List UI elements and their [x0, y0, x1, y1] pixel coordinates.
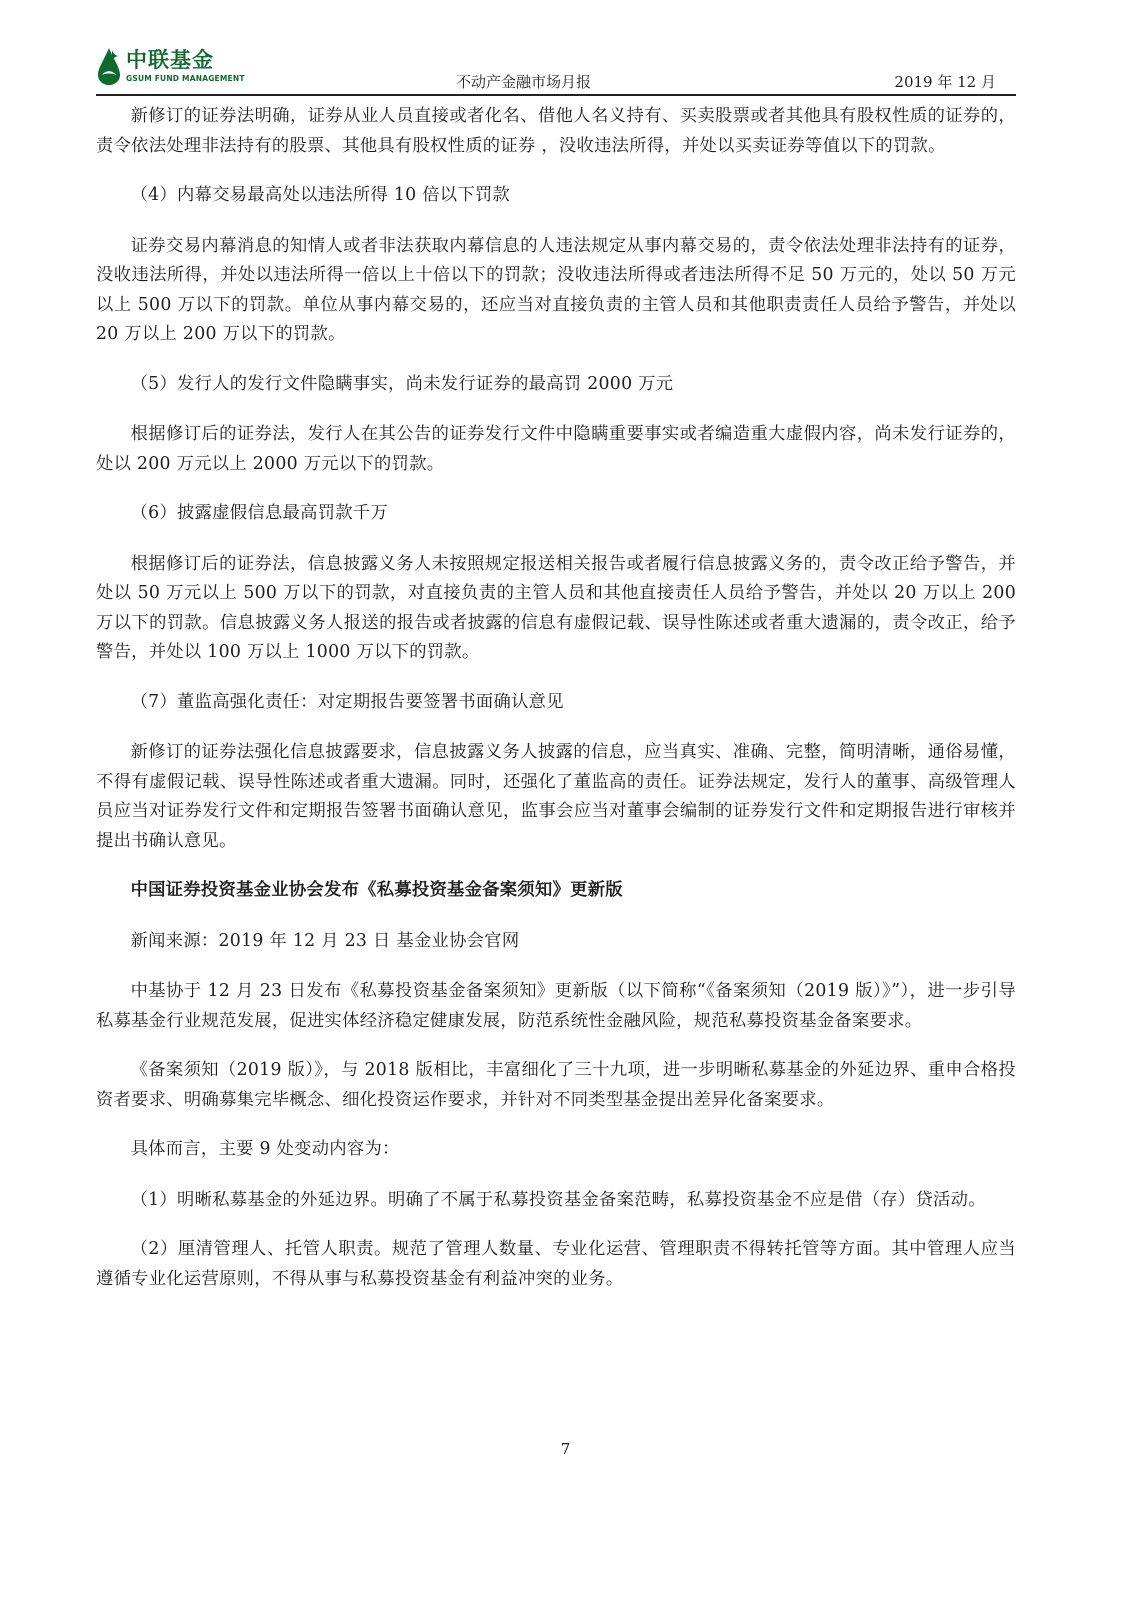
list-item: （1）明晰私募基金的外延边界。明确了不属于私募投资基金备案范畴，私募投资基金不应是借（存）贷活动。 — [130, 1189, 986, 1210]
section-heading: （4）内幕交易最高处以违法所得 10 倍以下罚款 — [130, 185, 511, 205]
report-title: 不动产金融市场月报 — [456, 73, 592, 91]
company-logo — [96, 46, 245, 90]
paragraph: 证券交易内幕消息的知情人或者非法获取内幕信息的人违法规定从事内幕交易的，责令依法处理非法持有的证券，没收违法所得，并处以违法所得一倍以上十倍以下的罚款；没收违法所得或者违法所得不足 50 万元的，处以 50 万元以上 500 万以下的罚款。单位从事内幕交易的，还应当对直接负责的主管人员和其他职责责任人员给予警告，并处以 20 万以上 200 万以下的罚款。 — [96, 235, 1016, 344]
section-heading: （7）董监高强化责任：对定期报告要签署书面确认意见 — [130, 691, 564, 712]
paragraph: 具体而言，主要 9 处变动内容为： — [130, 1139, 400, 1159]
header-divider — [96, 94, 1016, 96]
logo-drop-icon — [96, 46, 122, 86]
paragraph: 《备案须知（2019 版）》，与 2018 版相比，丰富细化了三十九项，进一步明晰私募基金的外延边界、重申合格投资者要求、明确募集完毕概念、细化投资运作要求，并针对不同类型基金提出差异化备案要求。 — [96, 1060, 1016, 1110]
paragraph: 新修订的证券法强化信息披露要求，信息披露义务人披露的信息，应当真实、准确、完整，简明清晰，通俗易懂，不得有虚假记载、误导性陈述或者重大遗漏。同时，还强化了董监高的责任。证券法规定，发行人的董事、高级管理人员应当对证券发行文件和定期报告签署书面确认意见，监事会应当对董事会编制的证券发行文件和定期报告进行审核并提出书确认意见。 — [96, 742, 1016, 851]
section-heading: （6）披露虚假信息最高罚款千万 — [130, 503, 389, 523]
paragraph: 中基协于 12 月 23 日发布《私募投资基金备案须知》更新版（以下简称“《备案须知（2019 版）》”），进一步引导私募基金行业规范发展，促进实体经济稳定健康发展，防范系统性金融风险，规范私募投资基金备案要求。 — [96, 981, 1016, 1031]
logo-english-text: GSUM FUND MANAGEMENT — [126, 74, 245, 83]
logo-chinese-text: 中联基金 — [126, 48, 214, 72]
paragraph: 根据修订后的证券法，发行人在其公告的证券发行文件中隐瞒重要事实或者编造重大虚假内容，尚未发行证券的，处以 200 万元以上 2000 万元以下的罚款。 — [96, 424, 1016, 474]
page-header — [96, 40, 1016, 96]
page-body — [96, 102, 1016, 1314]
report-date: 2019 年 12 月 — [894, 73, 996, 91]
page-number: 7 — [560, 1440, 571, 1458]
paragraph: 根据修订后的证券法，信息披露义务人未按照规定报送相关报告或者履行信息披露义务的，责令改正给予警告，并处以 50 万元以上 500 万以下的罚款，对直接负责的主管人员和其他直接责任人员给予警告，并处以 20 万以上 200 万以下的罚款。信息披露义务人报送的报告或者披露的信息有虚假记载、误导性陈述或者重大遗漏的，责令改正，给予警告，并处以 100 万以上 1000 万以下的罚款。 — [96, 553, 1016, 662]
news-headline: 中国证券投资基金业协会发布《私募投资基金备案须知》更新版 — [130, 880, 623, 900]
paragraph: 新修订的证券法明确，证券从业人员直接或者化名、借他人名义持有、买卖股票或者其他具有股权性质的证券的，责令依法处理非法持有的股票、其他具有股权性质的证券 ，没收违法所得，并处以买卖证券等值以下的罚款。 — [96, 106, 1016, 156]
section-heading: （5）发行人的发行文件隐瞒事实，尚未发行证券的最高罚 2000 万元 — [130, 373, 674, 394]
list-item: （2）厘清管理人、托管人职责。规范了管理人数量、专业化运营、管理职责不得转托管等方面。其中管理人应当遵循专业化运营原则，不得从事与私募投资基金有利益冲突的业务。 — [96, 1239, 1016, 1289]
news-source: 新闻来源：2019 年 12 月 23 日 基金业协会官网 — [130, 930, 520, 951]
